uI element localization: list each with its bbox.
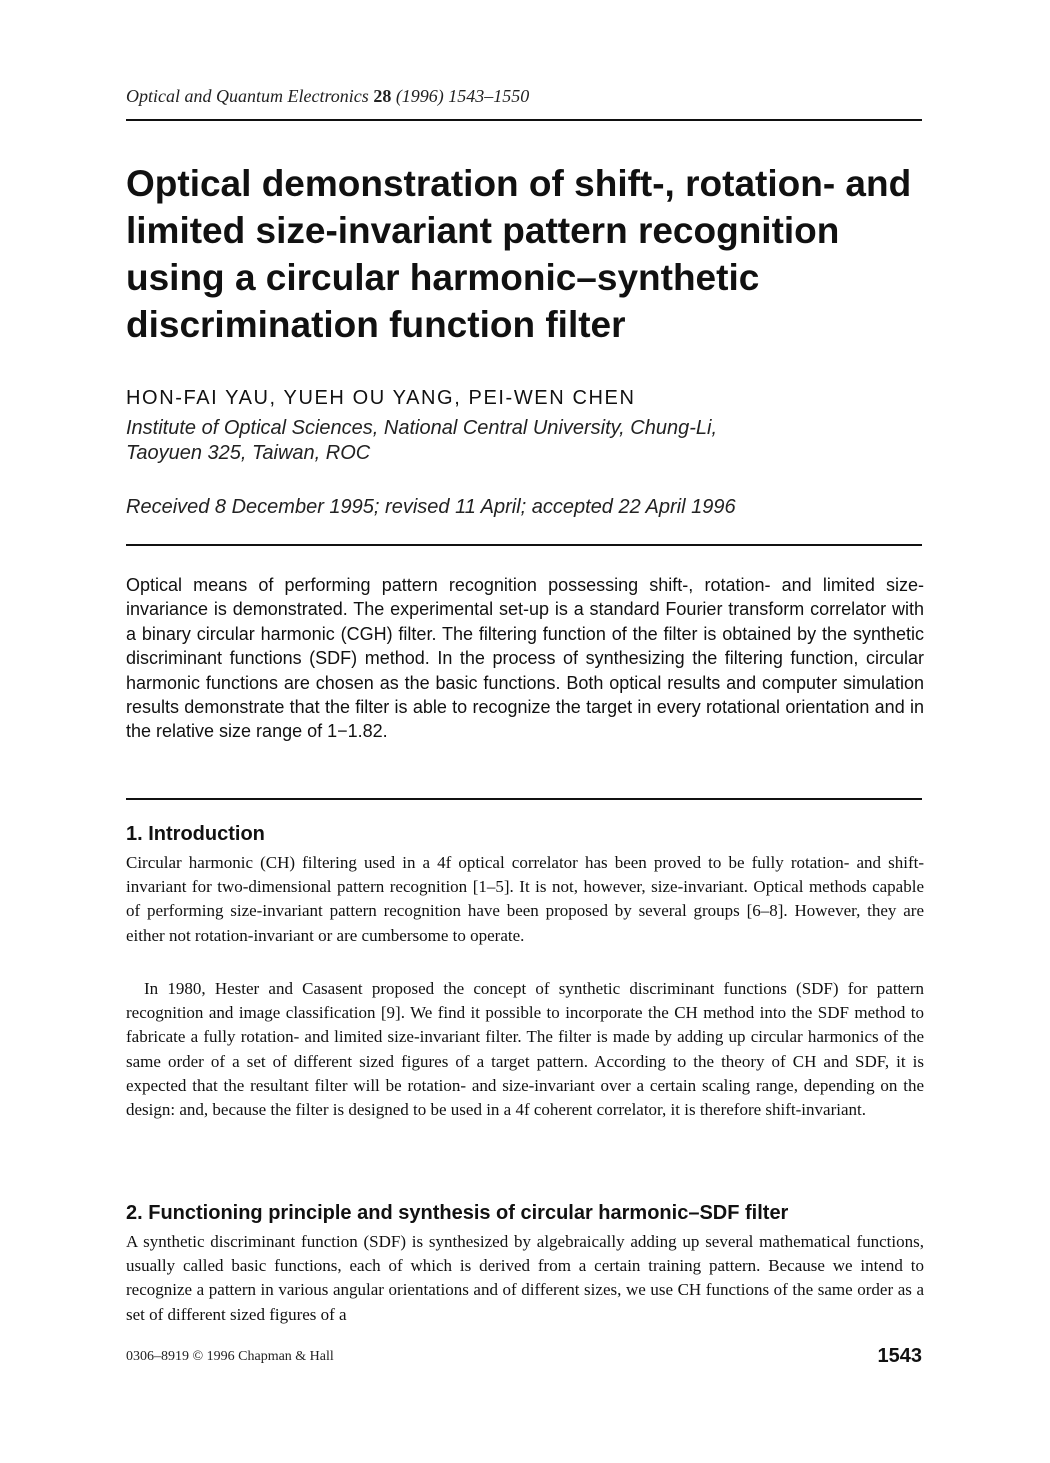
abstract: Optical means of performing pattern recognition possessing shift-, rotation- and limited size-invariance is demonstrated. The experimental set-up is a standard Fourier transform correlator with a binary circular harmonic (CGH) filter. The filtering function of the filter is obtained by the synthetic discriminant functions (SDF) method. In the process of synthesizing the filtering function, circular harmonic functions are chosen as the basic functions. Both optical results and computer simulation results demonstrate that the filter is able to recognize the target in every rotational orientation and in the relative size range of 1−1.82. (126, 575, 924, 742)
intro-paragraph-2: In 1980, Hester and Casasent proposed the concept of synthetic discriminant functions (SDF) for pattern recognition and image classification [9]. We find it possible to incorporate the CH method into the SDF method to fabricate a fully rotation- and limited size-invariant filter. The filter is made by adding up circular harmonics of the same order of a set of different sized figures of a target pattern. According to the theory of CH and SDF, it is expected that the resultant filter will be rotation- and size-invariant over a certain scaling range, depending on the design: and, because the filter is designed to be used in a 4f coherent correlator, it is therefore shift-invariant. (126, 979, 924, 1120)
affiliation (126, 416, 717, 466)
journal-volume: 28 (373, 86, 392, 106)
section-heading-principle: 2. Functioning principle and synthesis of circular harmonic–SDF filter (126, 1202, 789, 1224)
footer-copyright: 0306–8919 © 1996 Chapman & Hall (126, 1349, 334, 1364)
header-rule (126, 119, 922, 121)
abstract-rule-bottom (126, 798, 922, 800)
affiliation-line-2: Taoyuen 325, Taiwan, ROC (126, 442, 371, 464)
author-list: HON-FAI YAU, YUEH OU YANG, PEI-WEN CHEN (126, 387, 636, 409)
journal-name: Optical and Quantum Electronics (126, 86, 369, 106)
paper-title: Optical demonstration of shift-, rotation- and limited size-invariant pattern recognition using a circular harmonic–synthetic discrimination function filter (126, 163, 912, 345)
intro-paragraph-1: Circular harmonic (CH) filtering used in a 4f optical correlator has been proved to be fully rotation- and shift-invariant for two-dimensional pattern recognition [1–5]. It is not, however, size-invariant. Optical methods capable of performing size-invariant pattern recognition have been proposed by several groups [6–8]. However, they are either not rotation-invariant or are cumbersome to operate. (126, 853, 924, 945)
journal-year-pages: (1996) 1543–1550 (395, 86, 530, 106)
principle-paragraph-1: A synthetic discriminant function (SDF) is synthesized by algebraically adding up several mathematical functions, usually called basic functions, each of which is derived from a certain training pattern. Because we intend to recognize a pattern in various angular orientations and of different sizes, we use CH functions of the same order as a set of different sized figures of a (126, 1232, 924, 1324)
received-dates: Received 8 December 1995; revised 11 April; accepted 22 April 1996 (126, 496, 736, 518)
section-heading-introduction: 1. Introduction (126, 823, 265, 845)
affiliation-line-1: Institute of Optical Sciences, National Central University, Chung-Li, (126, 417, 718, 439)
page-number: 1543 (877, 1345, 922, 1367)
abstract-rule-top (126, 544, 922, 546)
journal-citation (126, 86, 529, 107)
